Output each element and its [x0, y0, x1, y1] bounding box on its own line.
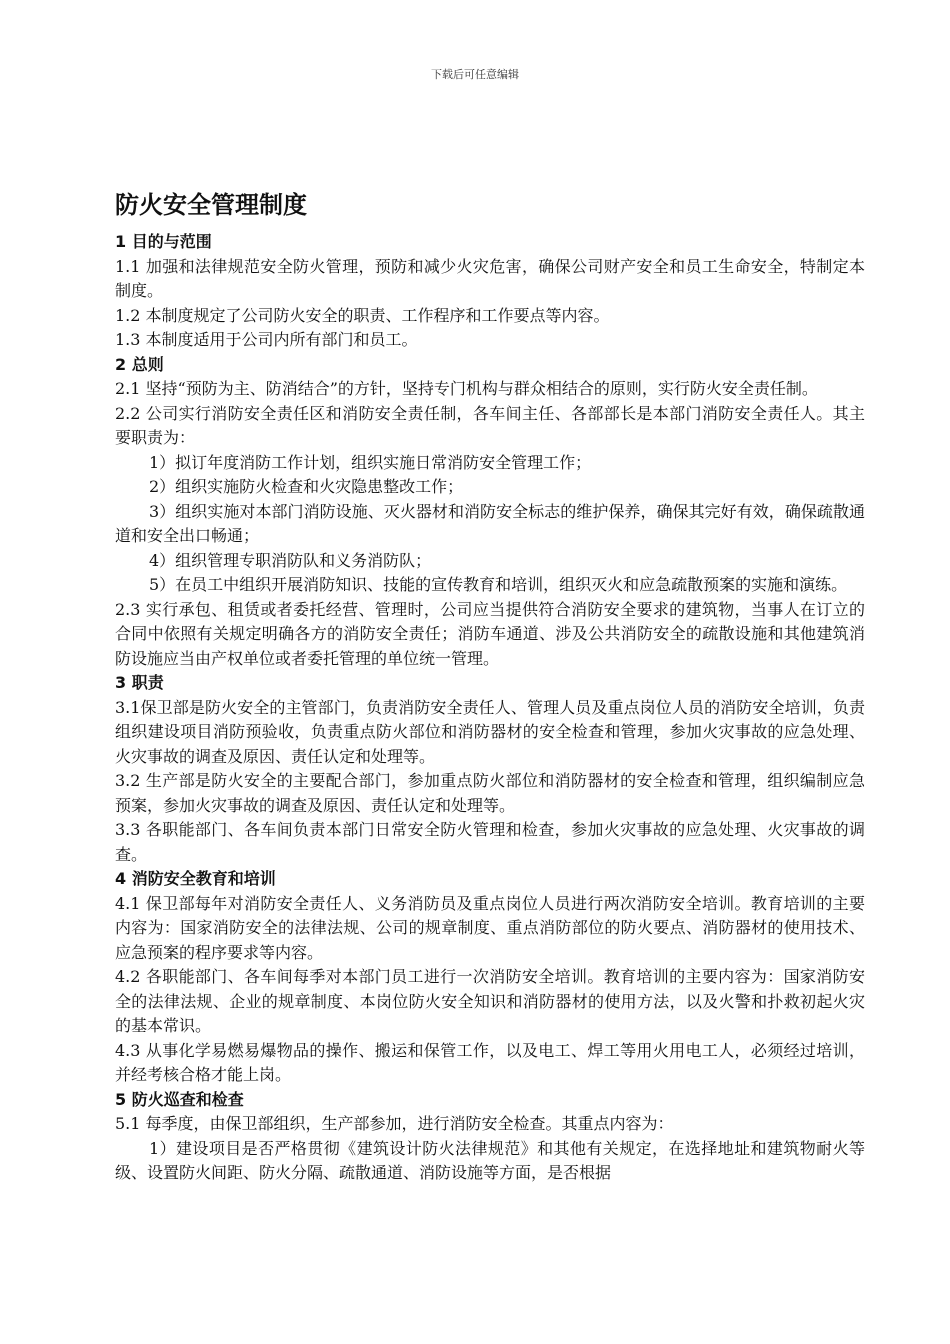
section-heading-1: 1 目的与范围 — [115, 232, 212, 251]
list-item-2-2-2: 2）组织实施防火检查和火灾隐患整改工作； — [149, 477, 464, 496]
paragraph-3-2: 3.2 生产部是防火安全的主要配合部门，参加重点防火部位和消防器材的安全检查和管理，组织编制应急预案，参加火灾事故的调查及原因、责任认定和处理等。 — [115, 771, 865, 815]
document-body — [115, 188, 865, 1186]
section-heading-2: 2 总则 — [115, 354, 164, 374]
paragraph-4-2: 4.2 各职能部门、各车间每季对本部门员工进行一次消防安全培训。教育培训的主要内容为：国家消防安全的法律法规、企业的规章制度、本岗位防火安全知识和消防器材的使用方法，以及火警和扑救初起火灾的基本常识。 — [115, 967, 865, 1035]
paragraph-3-3: 3.3 各职能部门、各车间负责本部门日常安全防火管理和检查，参加火灾事故的应急处理、火灾事故的调查。 — [115, 820, 865, 864]
paragraph-3-1: 3.1保卫部是防火安全的主管部门，负责消防安全责任人、管理人员及重点岗位人员的消防安全培训，负责组织建设项目消防预验收，负责重点防火部位和消防器材的安全检查和管理，参加火灾事故的应急处理、火灾事故的调查及原因、责任认定和处理等。 — [115, 697, 865, 766]
download-note: 下载后可任意编辑 — [431, 68, 519, 81]
paragraph-1-1: 1.1 加强和法律规范安全防火管理，预防和减少火灾危害，确保公司财产安全和员工生命安全，特制定本制度。 — [115, 256, 865, 300]
section-heading-4: 4 消防安全教育和培训 — [115, 869, 276, 888]
list-item-2-2-1: 1）拟订年度消防工作计划，组织实施日常消防安全管理工作； — [149, 452, 592, 472]
paragraph-1-3: 1.3 本制度适用于公司内所有部门和员工。 — [115, 330, 418, 349]
document-title: 防火安全管理制度 — [115, 191, 307, 219]
section-heading-3: 3 职责 — [115, 673, 164, 692]
paragraph-4-1: 4.1 保卫部每年对消防安全责任人、义务消防员及重点岗位人员进行两次消防安全培训。教育培训的主要内容为：国家消防安全的法律法规、公司的规章制度、重点消防部位的防火要点、消防器材的使用技术、应急预案的程序要求等内容。 — [115, 893, 865, 962]
list-item-2-2-3: 3）组织实施对本部门消防设施、灭火器材和消防安全标志的维护保养，确保其完好有效，确保疏散通道和安全出口畅通； — [115, 501, 865, 545]
paragraph-4-3: 4.3 从事化学易燃易爆物品的操作、搬运和保管工作，以及电工、焊工等用火用电工人，必须经过培训，并经考核合格才能上岗。 — [115, 1040, 865, 1084]
list-item-2-2-5: 5）在员工中组织开展消防知识、技能的宣传教育和培训，组织灭火和应急疏散预案的实施和演练。 — [149, 575, 848, 594]
paragraph-1-2: 1.2 本制度规定了公司防火安全的职责、工作程序和工作要点等内容。 — [115, 305, 610, 325]
paragraph-5-1: 5.1 每季度，由保卫部组织，生产部参加，进行消防安全检查。其重点内容为： — [115, 1114, 674, 1133]
paragraph-2-2: 2.2 公司实行消防安全责任区和消防安全责任制，各车间主任、各部部长是本部门消防安全责任人。其主要职责为： — [115, 403, 865, 447]
section-heading-5: 5 防火巡查和检查 — [115, 1089, 244, 1109]
list-item-2-2-4: 4）组织管理专职消防队和义务消防队； — [149, 550, 432, 570]
paragraph-2-3: 2.3 实行承包、租赁或者委托经营、管理时，公司应当提供符合消防安全要求的建筑物，当事人在订立的合同中依照有关规定明确各方的消防安全责任；消防车通道、涉及公共消防安全的疏散设施和其他建筑消防设施应当由产权单位或者委托管理的单位统一管理。 — [115, 599, 865, 668]
paragraph-2-1: 2.1 坚持“预防为主、防消结合”的方针，坚持专门机构与群众相结合的原则，实行防火安全责任制。 — [115, 379, 818, 398]
list-item-5-1-1: 1）建设项目是否严格贯彻《建筑设计防火法律规范》和其他有关规定，在选择地址和建筑物耐火等级、设置防火间距、防火分隔、疏散通道、消防设施等方面，是否根据 — [115, 1138, 865, 1182]
